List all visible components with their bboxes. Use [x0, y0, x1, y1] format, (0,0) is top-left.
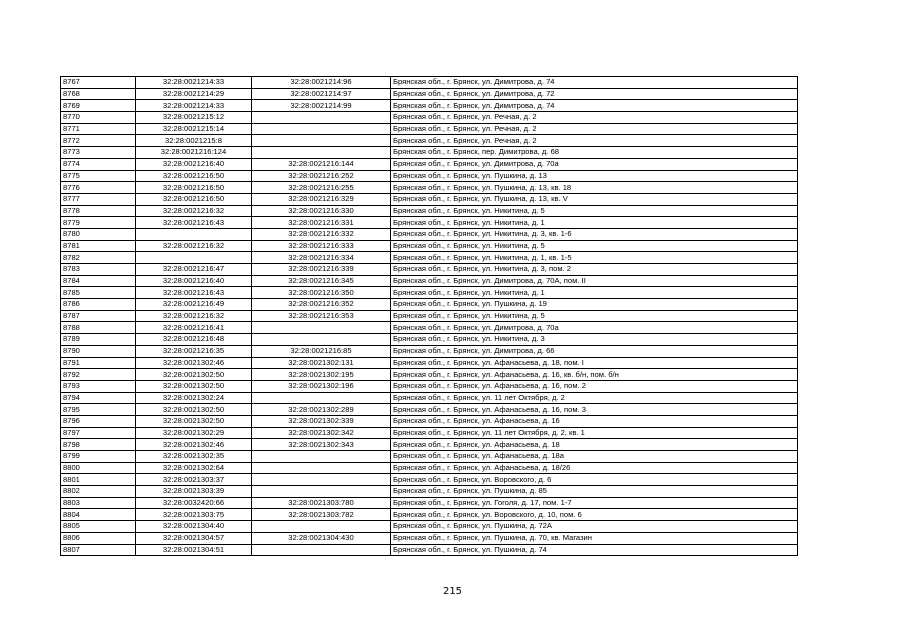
address-cell: Брянская обл., г. Брянск, ул. Гоголя, д. 17, пом. 1-7	[391, 497, 798, 509]
table-row	[61, 427, 798, 439]
building-cadastral-number-cell	[252, 462, 391, 474]
building-cadastral-number-cell	[252, 123, 391, 135]
land-cadastral-number-cell: 32:28:0021303:39	[136, 486, 252, 498]
land-cadastral-number-cell: 32:28:0021216:41	[136, 322, 252, 334]
building-cadastral-number-cell: 32:28:0021302:195	[252, 369, 391, 381]
row-number-cell: 8792	[61, 369, 136, 381]
row-number-cell: 8798	[61, 439, 136, 451]
row-number-cell: 8796	[61, 415, 136, 427]
address-cell: Брянская обл., г. Брянск, ул. Димитрова, д. 74	[391, 77, 798, 89]
table-row	[61, 369, 798, 381]
table-row	[61, 310, 798, 322]
table-row	[61, 170, 798, 182]
building-cadastral-number-cell: 32:28:0021214:99	[252, 100, 391, 112]
address-cell: Брянская обл., г. Брянск, ул. Пушкина, д. 13	[391, 170, 798, 182]
table-row	[61, 415, 798, 427]
row-number-cell: 8777	[61, 193, 136, 205]
table-row	[61, 532, 798, 544]
table-row	[61, 357, 798, 369]
row-number-cell: 8782	[61, 252, 136, 264]
table-row	[61, 392, 798, 404]
row-number-cell: 8769	[61, 100, 136, 112]
land-cadastral-number-cell: 32:28:0021302:46	[136, 439, 252, 451]
land-cadastral-number-cell: 32:28:0021303:37	[136, 474, 252, 486]
address-cell: Брянская обл., г. Брянск, ул. Димитрова, д. 74	[391, 100, 798, 112]
building-cadastral-number-cell	[252, 322, 391, 334]
row-number-cell: 8778	[61, 205, 136, 217]
land-cadastral-number-cell: 32:28:0021302:29	[136, 427, 252, 439]
table-row	[61, 100, 798, 112]
row-number-cell: 8794	[61, 392, 136, 404]
land-cadastral-number-cell: 32:28:0021304:40	[136, 521, 252, 533]
registry-table-body	[61, 77, 798, 556]
land-cadastral-number-cell: 32:28:0021216:32	[136, 240, 252, 252]
row-number-cell: 8789	[61, 334, 136, 346]
table-row	[61, 497, 798, 509]
land-cadastral-number-cell: 32:28:0021302:50	[136, 380, 252, 392]
row-number-cell: 8774	[61, 158, 136, 170]
row-number-cell: 8800	[61, 462, 136, 474]
building-cadastral-number-cell	[252, 135, 391, 147]
table-row	[61, 299, 798, 311]
row-number-cell: 8801	[61, 474, 136, 486]
land-cadastral-number-cell: 32:28:0021216:43	[136, 287, 252, 299]
address-cell: Брянская обл., г. Брянск, ул. Афанасьева, д. 18а	[391, 451, 798, 463]
table-row	[61, 158, 798, 170]
address-cell: Брянская обл., г. Брянск, ул. Речная, д. 2	[391, 135, 798, 147]
address-cell: Брянская обл., г. Брянск, ул. Димитрова, д. 70а	[391, 158, 798, 170]
table-row	[61, 451, 798, 463]
row-number-cell: 8804	[61, 509, 136, 521]
land-cadastral-number-cell: 32:28:0021214:29	[136, 88, 252, 100]
building-cadastral-number-cell	[252, 474, 391, 486]
land-cadastral-number-cell: 32:28:0021302:46	[136, 357, 252, 369]
row-number-cell: 8803	[61, 497, 136, 509]
row-number-cell: 8787	[61, 310, 136, 322]
table-row	[61, 217, 798, 229]
table-row	[61, 334, 798, 346]
table-row	[61, 474, 798, 486]
page-number: 215	[442, 586, 463, 597]
table-row	[61, 521, 798, 533]
table-row	[61, 112, 798, 124]
land-cadastral-number-cell: 32:28:0021215:12	[136, 112, 252, 124]
building-cadastral-number-cell	[252, 451, 391, 463]
land-cadastral-number-cell: 32:28:0021302:50	[136, 404, 252, 416]
address-cell: Брянская обл., г. Брянск, ул. Никитина, д. 1, кв. 1-5	[391, 252, 798, 264]
building-cadastral-number-cell	[252, 392, 391, 404]
table-row	[61, 544, 798, 556]
address-cell: Брянская обл., г. Брянск, ул. Димитрова, д. 70а	[391, 322, 798, 334]
row-number-cell: 8790	[61, 345, 136, 357]
building-cadastral-number-cell: 32:28:0021302:343	[252, 439, 391, 451]
table-row	[61, 462, 798, 474]
row-number-cell: 8770	[61, 112, 136, 124]
row-number-cell: 8767	[61, 77, 136, 89]
table-row	[61, 182, 798, 194]
address-cell: Брянская обл., г. Брянск, ул. Никитина, д. 3, пом. 2	[391, 264, 798, 276]
building-cadastral-number-cell: 32:28:0021216:350	[252, 287, 391, 299]
address-cell: Брянская обл., г. Брянск, ул. 11 лет Октября, д. 2	[391, 392, 798, 404]
table-row	[61, 252, 798, 264]
table-row	[61, 322, 798, 334]
address-cell: Брянская обл., г. Брянск, ул. Воровского, д. 6	[391, 474, 798, 486]
land-cadastral-number-cell: 32:28:0021216:32	[136, 205, 252, 217]
address-cell: Брянская обл., г. Брянск, ул. Никитина, д. 1	[391, 287, 798, 299]
address-cell: Брянская обл., г. Брянск, ул. Димитрова, д. 66	[391, 345, 798, 357]
row-number-cell: 8781	[61, 240, 136, 252]
row-number-cell: 8807	[61, 544, 136, 556]
address-cell: Брянская обл., г. Брянск, ул. Афанасьева, д. 16, пом. 3	[391, 404, 798, 416]
building-cadastral-number-cell: 32:28:0021302:196	[252, 380, 391, 392]
building-cadastral-number-cell	[252, 544, 391, 556]
land-cadastral-number-cell: 32:28:0032420:66	[136, 497, 252, 509]
building-cadastral-number-cell: 32:28:0021214:96	[252, 77, 391, 89]
land-cadastral-number-cell: 32:28:0021304:57	[136, 532, 252, 544]
land-cadastral-number-cell: 32:28:0021216:50	[136, 193, 252, 205]
table-row	[61, 147, 798, 159]
building-cadastral-number-cell	[252, 112, 391, 124]
land-cadastral-number-cell: 32:28:0021216:50	[136, 170, 252, 182]
land-cadastral-number-cell: 32:28:0021215:14	[136, 123, 252, 135]
table-row	[61, 88, 798, 100]
address-cell: Брянская обл., г. Брянск, ул. Димитрова, д. 72	[391, 88, 798, 100]
row-number-cell: 8773	[61, 147, 136, 159]
land-cadastral-number-cell: 32:28:0021302:24	[136, 392, 252, 404]
row-number-cell: 8806	[61, 532, 136, 544]
land-cadastral-number-cell: 32:28:0021304:51	[136, 544, 252, 556]
table-row	[61, 193, 798, 205]
address-cell: Брянская обл., г. Брянск, ул. Воровского, д. 10, пом. 6	[391, 509, 798, 521]
land-cadastral-number-cell: 32:28:0021215:8	[136, 135, 252, 147]
building-cadastral-number-cell: 32:28:0021216:252	[252, 170, 391, 182]
building-cadastral-number-cell	[252, 486, 391, 498]
address-cell: Брянская обл., г. Брянск, ул. Пушкина, д. 72А	[391, 521, 798, 533]
land-cadastral-number-cell	[136, 252, 252, 264]
building-cadastral-number-cell: 32:28:0021216:353	[252, 310, 391, 322]
land-cadastral-number-cell: 32:28:0021216:49	[136, 299, 252, 311]
registry-table	[60, 76, 798, 556]
building-cadastral-number-cell: 32:28:0021216:345	[252, 275, 391, 287]
building-cadastral-number-cell: 32:28:0021216:352	[252, 299, 391, 311]
row-number-cell: 8793	[61, 380, 136, 392]
address-cell: Брянская обл., г. Брянск, ул. Афанасьева, д. 16, пом. 2	[391, 380, 798, 392]
table-row	[61, 77, 798, 89]
land-cadastral-number-cell: 32:28:0021214:33	[136, 100, 252, 112]
building-cadastral-number-cell: 32:28:0021216:144	[252, 158, 391, 170]
address-cell: Брянская обл., г. Брянск, ул. Никитина, д. 5	[391, 240, 798, 252]
land-cadastral-number-cell: 32:28:0021216:43	[136, 217, 252, 229]
address-cell: Брянская обл., г. Брянск, ул. Афанасьева, д. 16	[391, 415, 798, 427]
table-row	[61, 123, 798, 135]
land-cadastral-number-cell: 32:28:0021302:50	[136, 415, 252, 427]
land-cadastral-number-cell: 32:28:0021302:64	[136, 462, 252, 474]
table-row	[61, 345, 798, 357]
table-row	[61, 404, 798, 416]
building-cadastral-number-cell: 32:28:0021216:333	[252, 240, 391, 252]
building-cadastral-number-cell	[252, 521, 391, 533]
address-cell: Брянская обл., г. Брянск, ул. Никитина, д. 3	[391, 334, 798, 346]
land-cadastral-number-cell: 32:28:0021214:33	[136, 77, 252, 89]
building-cadastral-number-cell: 32:28:0021216:331	[252, 217, 391, 229]
table-row	[61, 228, 798, 240]
address-cell: Брянская обл., г. Брянск, ул. Никитина, д. 3, кв. 1-6	[391, 228, 798, 240]
row-number-cell: 8779	[61, 217, 136, 229]
building-cadastral-number-cell: 32:28:0021216:334	[252, 252, 391, 264]
building-cadastral-number-cell: 32:28:0021216:339	[252, 264, 391, 276]
building-cadastral-number-cell: 32:28:0021302:131	[252, 357, 391, 369]
building-cadastral-number-cell: 32:28:0021302:342	[252, 427, 391, 439]
row-number-cell: 8785	[61, 287, 136, 299]
row-number-cell: 8805	[61, 521, 136, 533]
building-cadastral-number-cell	[252, 334, 391, 346]
address-cell: Брянская обл., г. Брянск, ул. Пушкина, д. 13, кв. 18	[391, 182, 798, 194]
address-cell: Брянская обл., г. Брянск, ул. Афанасьева, д. 18, пом. I	[391, 357, 798, 369]
address-cell: Брянская обл., г. Брянск, ул. Афанасьева, д. 18/26	[391, 462, 798, 474]
row-number-cell: 8788	[61, 322, 136, 334]
land-cadastral-number-cell: 32:28:0021216:124	[136, 147, 252, 159]
row-number-cell: 8791	[61, 357, 136, 369]
row-number-cell: 8783	[61, 264, 136, 276]
building-cadastral-number-cell: 32:28:0021216:332	[252, 228, 391, 240]
table-row	[61, 486, 798, 498]
building-cadastral-number-cell: 32:28:0021303:780	[252, 497, 391, 509]
table-row	[61, 264, 798, 276]
building-cadastral-number-cell: 32:28:0021216:85	[252, 345, 391, 357]
land-cadastral-number-cell: 32:28:0021302:50	[136, 369, 252, 381]
land-cadastral-number-cell: 32:28:0021216:35	[136, 345, 252, 357]
address-cell: Брянская обл., г. Брянск, ул. Никитина, д. 5	[391, 205, 798, 217]
row-number-cell: 8776	[61, 182, 136, 194]
land-cadastral-number-cell: 32:28:0021216:32	[136, 310, 252, 322]
building-cadastral-number-cell: 32:28:0021216:329	[252, 193, 391, 205]
row-number-cell: 8786	[61, 299, 136, 311]
table-row	[61, 287, 798, 299]
land-cadastral-number-cell: 32:28:0021216:47	[136, 264, 252, 276]
building-cadastral-number-cell: 32:28:0021303:782	[252, 509, 391, 521]
land-cadastral-number-cell: 32:28:0021302:35	[136, 451, 252, 463]
table-row	[61, 380, 798, 392]
building-cadastral-number-cell: 32:28:0021302:339	[252, 415, 391, 427]
building-cadastral-number-cell: 32:28:0021216:330	[252, 205, 391, 217]
building-cadastral-number-cell: 32:28:0021304:430	[252, 532, 391, 544]
building-cadastral-number-cell: 32:28:0021302:289	[252, 404, 391, 416]
address-cell: Брянская обл., г. Брянск, ул. Афанасьева, д. 16, кв. б/н, пом. б/н	[391, 369, 798, 381]
table-row	[61, 240, 798, 252]
land-cadastral-number-cell	[136, 228, 252, 240]
table-row	[61, 205, 798, 217]
address-cell: Брянская обл., г. Брянск, ул. Речная, д. 2	[391, 123, 798, 135]
row-number-cell: 8780	[61, 228, 136, 240]
address-cell: Брянская обл., г. Брянск, ул. Афанасьева, д. 18	[391, 439, 798, 451]
row-number-cell: 8771	[61, 123, 136, 135]
land-cadastral-number-cell: 32:28:0021216:40	[136, 158, 252, 170]
address-cell: Брянская обл., г. Брянск, ул. Пушкина, д. 85	[391, 486, 798, 498]
land-cadastral-number-cell: 32:28:0021216:40	[136, 275, 252, 287]
table-row	[61, 135, 798, 147]
row-number-cell: 8802	[61, 486, 136, 498]
building-cadastral-number-cell: 32:28:0021216:255	[252, 182, 391, 194]
land-cadastral-number-cell: 32:28:0021303:75	[136, 509, 252, 521]
address-cell: Брянская обл., г. Брянск, пер. Димитрова, д. 68	[391, 147, 798, 159]
address-cell: Брянская обл., г. Брянск, ул. Пушкина, д. 70, кв. Магазин	[391, 532, 798, 544]
row-number-cell: 8795	[61, 404, 136, 416]
row-number-cell: 8799	[61, 451, 136, 463]
address-cell: Брянская обл., г. Брянск, ул. Речная, д. 2	[391, 112, 798, 124]
address-cell: Брянская обл., г. Брянск, ул. Никитина, д. 1	[391, 217, 798, 229]
address-cell: Брянская обл., г. Брянск, ул. Пушкина, д. 13, кв. V	[391, 193, 798, 205]
table-row	[61, 275, 798, 287]
land-cadastral-number-cell: 32:28:0021216:48	[136, 334, 252, 346]
row-number-cell: 8772	[61, 135, 136, 147]
row-number-cell: 8784	[61, 275, 136, 287]
building-cadastral-number-cell	[252, 147, 391, 159]
address-cell: Брянская обл., г. Брянск, ул. 11 лет Октября, д. 2, кв. 1	[391, 427, 798, 439]
table-row	[61, 439, 798, 451]
address-cell: Брянская обл., г. Брянск, ул. Пушкина, д. 74	[391, 544, 798, 556]
address-cell: Брянская обл., г. Брянск, ул. Никитина, д. 5	[391, 310, 798, 322]
address-cell: Брянская обл., г. Брянск, ул. Димитрова, д. 70А, пом. II	[391, 275, 798, 287]
table-row	[61, 509, 798, 521]
row-number-cell: 8775	[61, 170, 136, 182]
building-cadastral-number-cell: 32:28:0021214:97	[252, 88, 391, 100]
address-cell: Брянская обл., г. Брянск, ул. Пушкина, д. 19	[391, 299, 798, 311]
row-number-cell: 8797	[61, 427, 136, 439]
land-cadastral-number-cell: 32:28:0021216:50	[136, 182, 252, 194]
row-number-cell: 8768	[61, 88, 136, 100]
